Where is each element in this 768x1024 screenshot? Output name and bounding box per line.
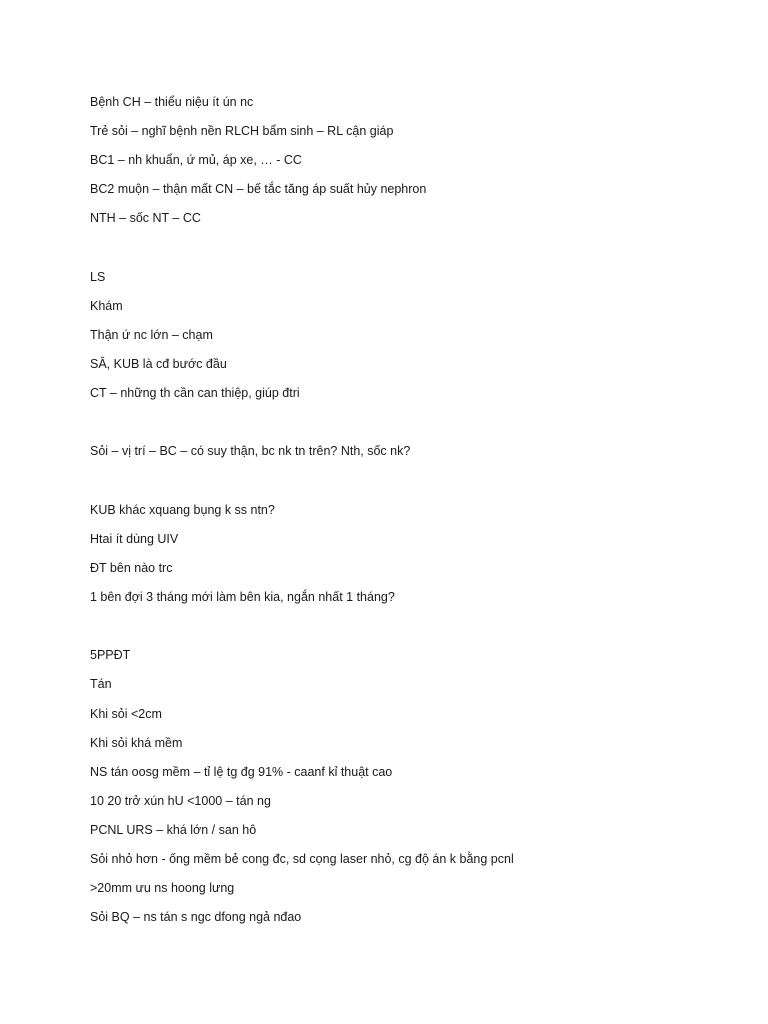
section-heading: LS [90,270,106,284]
text-line: Trẻ sỏi – nghĩ bệnh nền RLCH bẩm sinh – RL cận giáp [90,124,394,138]
text-line: CT – những th cần can thiệp, giúp đtri [90,386,300,400]
section-heading: 5PPĐT [90,648,131,662]
text-line: 1 bên đợi 3 tháng mới làm bên kia, ngắn nhất 1 tháng? [90,590,395,604]
text-line: Thận ứ nc lớn – chạm [90,328,213,342]
text-line: Khám [90,299,123,313]
text-line: BC1 – nh khuẩn, ứ mủ, áp xe, … - CC [90,153,302,167]
text-line: NS tán oosg mềm – tỉ lệ tg đg 91% - caanf kỉ thuật cao [90,765,393,779]
text-line: PCNL URS – khá lớn / san hô [90,823,257,837]
text-line: Sỏi BQ – ns tán s ngc dfong ngả nđao [90,910,302,924]
text-line: 10 20 trở xún hU <1000 – tán ng [90,794,271,808]
text-line: >20mm ưu ns hoong lưng [90,881,235,895]
text-line: Khi sỏi <2cm [90,707,162,721]
text-line: Bệnh CH – thiểu niệu ít ún nc [90,95,254,109]
text-line: Khi sỏi khá mềm [90,736,183,750]
text-line: BC2 muộn – thận mất CN – bế tắc tăng áp suất hủy nephron [90,182,427,196]
text-line: Sỏi nhỏ hơn - ống mềm bẻ cong đc, sd cọng laser nhỏ, cg độ án k bằng pcnl [90,852,514,866]
text-line: ĐT bên nào trc [90,561,173,575]
text-line: Tán [90,677,112,691]
text-line: NTH – sốc NT – CC [90,211,201,225]
text-line: Sỏi – vị trí – BC – có suy thận, bc nk tn trên? Nth, sốc nk? [90,444,411,458]
text-line: KUB khác xquang bụng k ss ntn? [90,503,275,517]
text-line: SÂ, KUB là cđ bước đầu [90,357,227,371]
text-line: Htai ít dùng UIV [90,532,179,546]
